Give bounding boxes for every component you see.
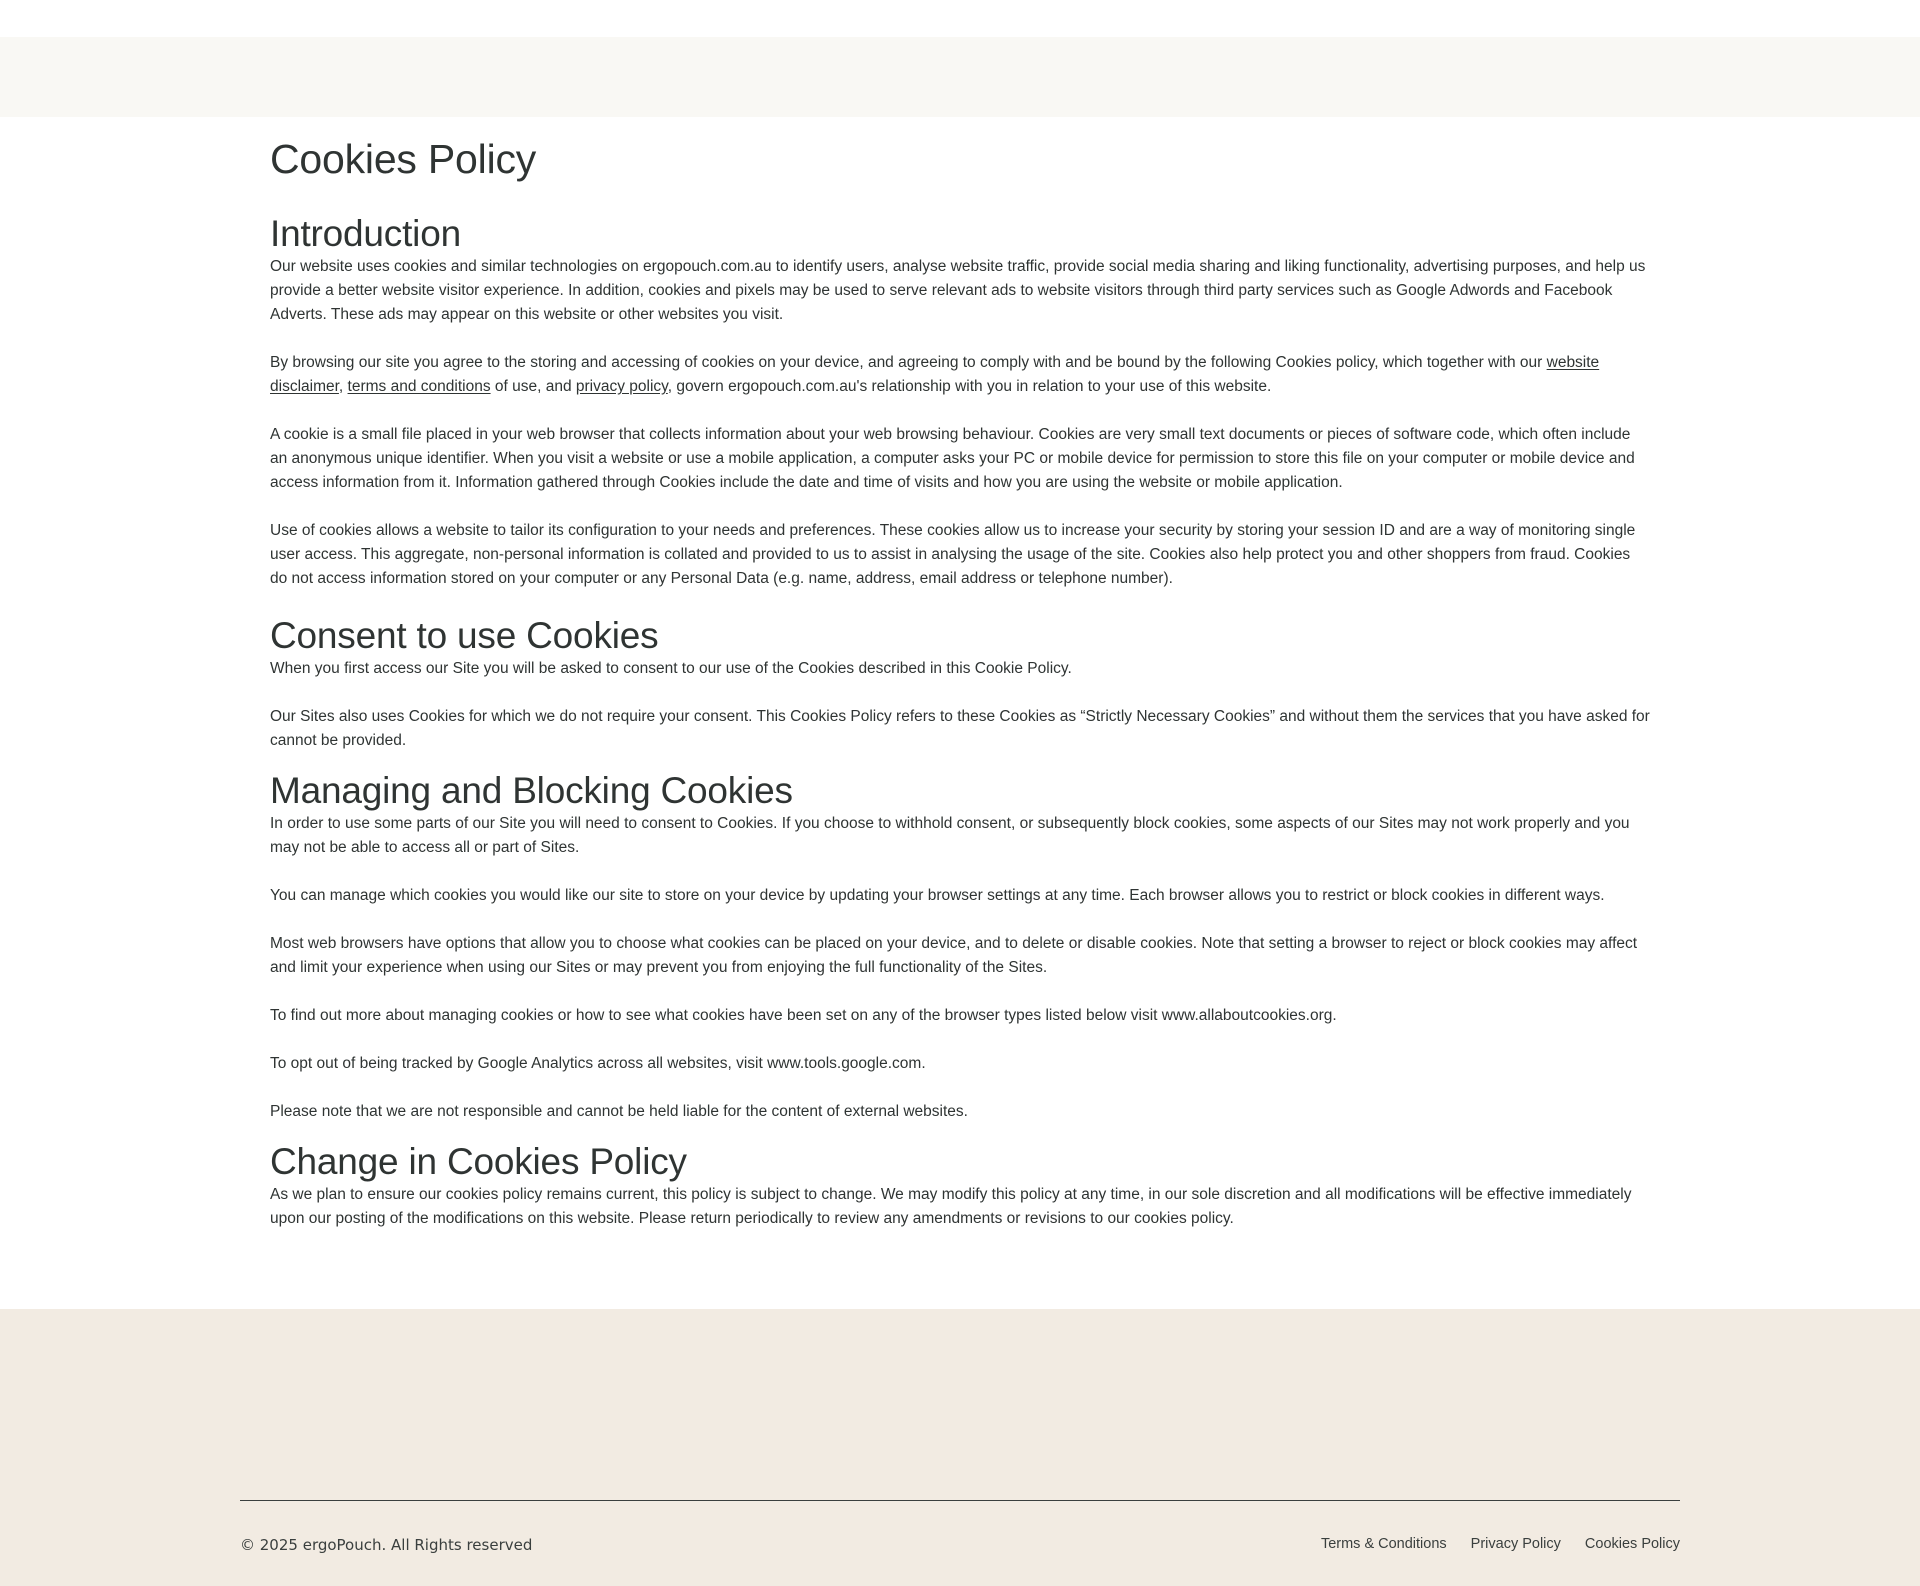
paragraph-text: of use, and xyxy=(490,378,576,395)
consent-heading: Consent to use Cookies xyxy=(270,615,659,656)
managing-paragraph-1: In order to use some parts of our Site you will need to consent to Cookies. If you choose to withhold consent, or subsequently block cookies, some aspects of our Sites may not work properly and you may not be able to access all or part of Sites. xyxy=(270,815,1630,856)
managing-paragraph-3: Most web browsers have options that allow you to choose what cookies can be placed on your device, and to delete or disable cookies. Note that setting a browser to reject or block cookies may affect and limit your experience when using our Sites or may prevent you from enjoying the full functionality of the Sites. xyxy=(270,935,1638,976)
main-content xyxy=(270,117,1650,1231)
header-band xyxy=(0,37,1920,117)
copyright-text: © 2025 ergoPouch. All Rights reserved xyxy=(240,1536,533,1554)
footer-links xyxy=(1321,1534,1680,1554)
consent-paragraph-1: When you first access our Site you will be asked to consent to our use of the Cookies described in this Cookie Policy. xyxy=(270,660,1072,677)
introduction-paragraph-1: Our website uses cookies and similar technologies on ergopouch.com.au to identify users, analyse website traffic, provide social media sharing and liking functionality, advertising purposes, and help us provide a better website visitor experience. In addition, cookies and pixels may be used to serve relevant ads to website visitors through third party services such as Google Adwords and Facebook Adverts. These ads may appear on this website or other websites you visit. xyxy=(270,258,1646,323)
managing-paragraph-2: You can manage which cookies you would like our site to store on your device by updating your browser settings at any time. Each browser allows you to restrict or block cookies in different ways. xyxy=(270,887,1605,904)
site-footer xyxy=(0,1309,1920,1586)
footer-link-cookies[interactable]: Cookies Policy xyxy=(1584,1536,1680,1552)
footer-link-privacy[interactable]: Privacy Policy xyxy=(1470,1536,1561,1552)
privacy-policy-link[interactable]: privacy policy xyxy=(575,378,668,395)
managing-paragraph-5: To opt out of being tracked by Google Analytics across all websites, visit www.tools.google.com. xyxy=(270,1055,926,1072)
paragraph-text: , govern ergopouch.com.au's relationship with you in relation to your use of this website. xyxy=(667,378,1272,395)
section-introduction xyxy=(270,213,1650,591)
introduction-heading: Introduction xyxy=(270,213,461,254)
section-managing xyxy=(270,770,1650,1124)
introduction-paragraph-4: Use of cookies allows a website to tailor its configuration to your needs and preferences. These cookies allow us to increase your security by storing your session ID and are a way of monitoring single user access. This aggregate, non-personal information is collated and provided to us to assist in analysing the usage of the site. Cookies also help protect you and other shoppers from fraud. Cookies do not access information stored on your computer or any Personal Data (e.g. name, address, email address or telephone number). xyxy=(270,522,1636,587)
introduction-paragraph-2 xyxy=(270,351,1650,399)
paragraph-text: , xyxy=(338,378,348,395)
change-heading: Change in Cookies Policy xyxy=(270,1141,687,1182)
page-title: Cookies Policy xyxy=(270,136,537,182)
managing-paragraph-4: To find out more about managing cookies or how to see what cookies have been set on any of the browser types listed below visit www.allaboutcookies.org. xyxy=(270,1007,1337,1024)
managing-heading: Managing and Blocking Cookies xyxy=(270,770,793,811)
top-strip xyxy=(0,0,1920,37)
footer-divider xyxy=(240,1500,1680,1501)
terms-and-conditions-link[interactable]: terms and conditions xyxy=(347,378,491,395)
change-paragraph-1: As we plan to ensure our cookies policy remains current, this policy is subject to change. We may modify this policy at any time, in our sole discretion and all modifications will be effective immediately upon our posting of the modifications on this website. Please return periodically to review any amendments or revisions to our cookies policy. xyxy=(270,1186,1632,1227)
paragraph-text: By browsing our site you agree to the storing and accessing of cookies on your device, and agreeing to comply with and be bound by the following Cookies policy, which together with our xyxy=(270,354,1547,371)
section-consent xyxy=(270,615,1650,753)
consent-paragraph-2: Our Sites also uses Cookies for which we do not require your consent. This Cookies Policy refers to these Cookies as “Strictly Necessary Cookies” and without them the services that you have asked for cannot be provided. xyxy=(270,708,1650,749)
introduction-paragraph-3: A cookie is a small file placed in your web browser that collects information about your web browsing behaviour. Cookies are very small text documents or pieces of software code, which often include an anonymous unique identifier. When you visit a website or use a mobile application, a computer asks your PC or mobile device for permission to store this file on your computer or mobile device and access information from it. Information gathered through Cookies include the date and time of visits and how you are using the website or mobile application. xyxy=(270,426,1635,491)
section-change xyxy=(270,1141,1650,1231)
footer-link-terms[interactable]: Terms & Conditions xyxy=(1320,1536,1447,1552)
managing-paragraph-6: Please note that we are not responsible and cannot be held liable for the content of external websites. xyxy=(270,1103,968,1120)
website-disclaimer-link[interactable]: website disclaimer xyxy=(270,354,1600,395)
